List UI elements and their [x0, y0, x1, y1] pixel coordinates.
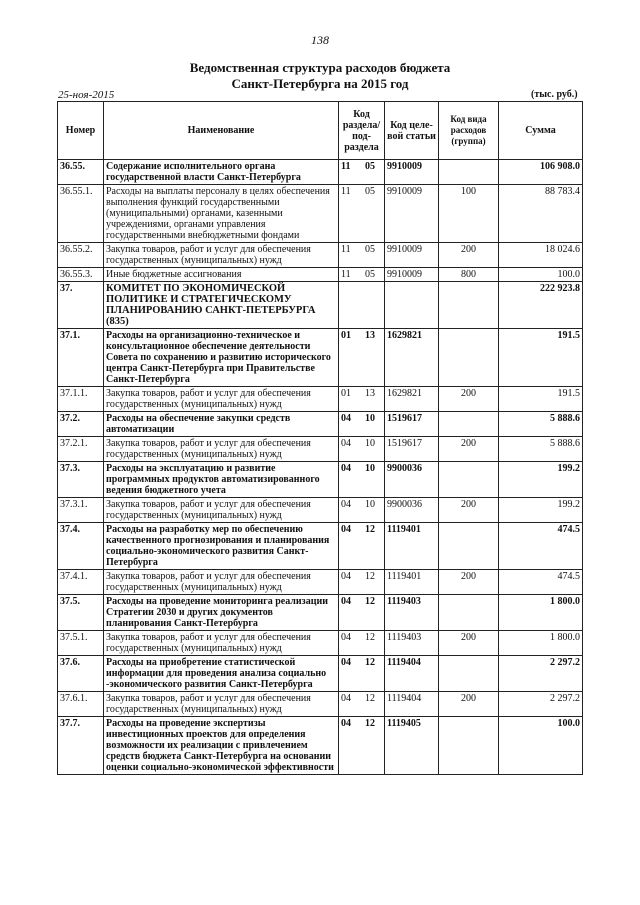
row-name: Закупка товаров, работ и услуг для обеспечения государственных (муниципальных) нужд — [104, 243, 339, 268]
row-article-code: 9910009 — [385, 160, 439, 185]
row-sum: 2 297.2 — [499, 692, 583, 717]
section-code: 04 — [341, 571, 351, 582]
subsection-code: 12 — [365, 571, 375, 582]
row-expense-type — [439, 595, 499, 631]
row-name: Расходы на разработку мер по обеспечению качественного прогнозирования и планирования социально-экономического развития Санкт-Петербурга — [104, 523, 339, 570]
table-row — [58, 243, 583, 268]
row-article-code: 1119401 — [385, 523, 439, 570]
row-section-code — [339, 412, 385, 437]
header-name: Наименование — [104, 102, 339, 160]
table-row — [58, 717, 583, 775]
section-code: 11 — [341, 269, 351, 280]
subsection-code: 10 — [365, 438, 375, 449]
section-code: 11 — [341, 161, 351, 172]
subsection-code: 12 — [365, 718, 375, 729]
title-line-1: Ведомственная структура расходов бюджета — [189, 60, 451, 75]
row-section-code — [339, 268, 385, 282]
row-number: 37.1.1. — [58, 387, 104, 412]
table-row — [58, 523, 583, 570]
row-sum: 222 923.8 — [499, 282, 583, 329]
row-article-code: 9910009 — [385, 243, 439, 268]
page-number: 138 — [311, 33, 329, 47]
row-section-code — [339, 595, 385, 631]
row-expense-type — [439, 656, 499, 692]
row-expense-type: 200 — [439, 570, 499, 595]
row-name: Расходы на проведение мониторинга реализации Стратегии 2030 и других документов планирования Санкт-Петербурга — [104, 595, 339, 631]
row-section-code — [339, 631, 385, 656]
row-article-code: 9900036 — [385, 462, 439, 498]
row-name: Закупка товаров, работ и услуг для обеспечения государственных (муниципальных) нужд — [104, 437, 339, 462]
row-number: 37.2. — [58, 412, 104, 437]
row-sum: 199.2 — [499, 462, 583, 498]
row-expense-type: 200 — [439, 631, 499, 656]
section-code: 04 — [341, 463, 351, 474]
subsection-code: 10 — [365, 413, 375, 424]
row-article-code — [385, 282, 439, 329]
row-section-code — [339, 437, 385, 462]
row-number: 36.55.3. — [58, 268, 104, 282]
units-label: (тыс. руб.) — [531, 89, 578, 100]
row-name: Закупка товаров, работ и услуг для обеспечения государственных (муниципальных) нужд — [104, 387, 339, 412]
subsection-code: 05 — [365, 269, 375, 280]
row-expense-type — [439, 523, 499, 570]
table-row — [58, 185, 583, 243]
section-code: 04 — [341, 657, 351, 668]
row-article-code: 9900036 — [385, 498, 439, 523]
row-expense-type: 800 — [439, 268, 499, 282]
row-name: Расходы на эксплуатацию и развитие программных продуктов автоматизированного ведения бюджетного учета — [104, 462, 339, 498]
row-number: 37. — [58, 282, 104, 329]
section-code: 04 — [341, 693, 351, 704]
title-line-2: Санкт-Петербурга на 2015 год — [231, 76, 409, 91]
row-number: 37.6. — [58, 656, 104, 692]
row-sum: 106 908.0 — [499, 160, 583, 185]
row-article-code: 1119404 — [385, 656, 439, 692]
row-sum: 2 297.2 — [499, 656, 583, 692]
row-sum: 474.5 — [499, 570, 583, 595]
table-row — [58, 692, 583, 717]
subsection-code: 12 — [365, 632, 375, 643]
row-expense-type — [439, 160, 499, 185]
section-code: 01 — [341, 330, 351, 341]
row-sum: 5 888.6 — [499, 437, 583, 462]
row-section-code — [339, 185, 385, 243]
row-sum: 199.2 — [499, 498, 583, 523]
budget-table — [57, 101, 583, 775]
table-row — [58, 462, 583, 498]
row-section-code — [339, 656, 385, 692]
header-article: Код целе-вой статьи — [385, 102, 439, 160]
row-sum: 100.0 — [499, 717, 583, 775]
table-row — [58, 387, 583, 412]
table-row — [58, 437, 583, 462]
row-article-code: 1519617 — [385, 437, 439, 462]
table-row — [58, 329, 583, 387]
subsection-code: 05 — [365, 161, 375, 172]
header-expense-type: Код вида расходов (группа) — [439, 102, 499, 160]
row-article-code: 1119401 — [385, 570, 439, 595]
row-expense-type — [439, 717, 499, 775]
row-sum: 5 888.6 — [499, 412, 583, 437]
row-sum: 474.5 — [499, 523, 583, 570]
section-code: 01 — [341, 388, 351, 399]
row-name: Закупка товаров, работ и услуг для обеспечения государственных (муниципальных) нужд — [104, 692, 339, 717]
row-name: КОМИТЕТ ПО ЭКОНОМИЧЕСКОЙ ПОЛИТИКЕ И СТРАТЕГИЧЕСКОМУ ПЛАНИРОВАНИЮ САНКТ-ПЕТЕРБУРГА (835) — [104, 282, 339, 329]
row-sum: 100.0 — [499, 268, 583, 282]
row-article-code: 1629821 — [385, 387, 439, 412]
header-sum: Сумма — [499, 102, 583, 160]
row-section-code — [339, 387, 385, 412]
row-name: Закупка товаров, работ и услуг для обеспечения государственных (муниципальных) нужд — [104, 498, 339, 523]
row-section-code — [339, 570, 385, 595]
row-section-code — [339, 329, 385, 387]
table-row — [58, 631, 583, 656]
section-code: 11 — [341, 244, 351, 255]
row-expense-type — [439, 282, 499, 329]
subsection-code: 13 — [365, 388, 375, 399]
row-section-code — [339, 692, 385, 717]
section-code: 04 — [341, 524, 351, 535]
table-header-row — [58, 102, 583, 160]
row-section-code — [339, 523, 385, 570]
row-article-code: 9910009 — [385, 185, 439, 243]
row-expense-type — [439, 462, 499, 498]
subsection-code: 05 — [365, 244, 375, 255]
table-row — [58, 412, 583, 437]
row-name: Иные бюджетные ассигнования — [104, 268, 339, 282]
row-number: 37.2.1. — [58, 437, 104, 462]
subsection-code: 10 — [365, 499, 375, 510]
row-article-code: 9910009 — [385, 268, 439, 282]
row-expense-type — [439, 412, 499, 437]
row-section-code — [339, 160, 385, 185]
subsection-code: 12 — [365, 596, 375, 607]
row-name: Содержание исполнительного органа государственной власти Санкт-Петербурга — [104, 160, 339, 185]
subsection-code: 12 — [365, 657, 375, 668]
row-expense-type: 200 — [439, 498, 499, 523]
row-expense-type: 200 — [439, 243, 499, 268]
row-name: Расходы на обеспечение закупки средств автоматизации — [104, 412, 339, 437]
row-section-code — [339, 717, 385, 775]
row-number: 37.3.1. — [58, 498, 104, 523]
row-sum: 88 783.4 — [499, 185, 583, 243]
row-sum: 1 800.0 — [499, 595, 583, 631]
row-expense-type: 200 — [439, 387, 499, 412]
section-code: 11 — [341, 186, 351, 197]
row-article-code: 1629821 — [385, 329, 439, 387]
document-date: 25-ноя-2015 — [58, 89, 115, 101]
table-row — [58, 570, 583, 595]
document-title — [0, 60, 640, 92]
subsection-code: 12 — [365, 524, 375, 535]
row-expense-type: 200 — [439, 437, 499, 462]
row-name: Расходы на приобретение статистической информации для проведения анализа социально -экономического развития Санкт-Петербурга — [104, 656, 339, 692]
row-number: 36.55.1. — [58, 185, 104, 243]
row-section-code — [339, 282, 385, 329]
section-code: 04 — [341, 438, 351, 449]
row-number: 37.5. — [58, 595, 104, 631]
subsection-code: 12 — [365, 693, 375, 704]
subsection-code: 05 — [365, 186, 375, 197]
subsection-code: 10 — [365, 463, 375, 474]
row-number: 37.3. — [58, 462, 104, 498]
row-name: Закупка товаров, работ и услуг для обеспечения государственных (муниципальных) нужд — [104, 631, 339, 656]
row-expense-type: 200 — [439, 692, 499, 717]
row-number: 37.5.1. — [58, 631, 104, 656]
row-number: 37.6.1. — [58, 692, 104, 717]
section-code: 04 — [341, 718, 351, 729]
header-num: Номер — [58, 102, 104, 160]
table-row — [58, 595, 583, 631]
row-sum: 18 024.6 — [499, 243, 583, 268]
row-number: 37.7. — [58, 717, 104, 775]
row-sum: 1 800.0 — [499, 631, 583, 656]
row-sum: 191.5 — [499, 329, 583, 387]
row-name: Расходы на проведение экспертизы инвестиционных проектов для определения возможности их реализации с привлечением средств бюджета Санкт-Петербурга на основании оценки социально-экономической эффективности — [104, 717, 339, 775]
row-number: 37.1. — [58, 329, 104, 387]
row-number: 37.4.1. — [58, 570, 104, 595]
section-code: 04 — [341, 632, 351, 643]
row-number: 37.4. — [58, 523, 104, 570]
section-code: 04 — [341, 413, 351, 424]
row-expense-type: 100 — [439, 185, 499, 243]
row-expense-type — [439, 329, 499, 387]
row-number: 36.55.2. — [58, 243, 104, 268]
row-name: Закупка товаров, работ и услуг для обеспечения государственных (муниципальных) нужд — [104, 570, 339, 595]
section-code: 04 — [341, 499, 351, 510]
row-article-code: 1119404 — [385, 692, 439, 717]
table-row — [58, 160, 583, 185]
table-row — [58, 656, 583, 692]
row-section-code — [339, 243, 385, 268]
row-name: Расходы на организационно-техническое и консультационное обеспечение деятельности Совета по сохранению и развитию исторического центра Санкт-Петербурга при Правительстве Санкт-Петербурга — [104, 329, 339, 387]
row-section-code — [339, 498, 385, 523]
row-article-code: 1119405 — [385, 717, 439, 775]
row-article-code: 1119403 — [385, 631, 439, 656]
row-section-code — [339, 462, 385, 498]
table-row — [58, 268, 583, 282]
row-sum: 191.5 — [499, 387, 583, 412]
row-number: 36.55. — [58, 160, 104, 185]
row-article-code: 1519617 — [385, 412, 439, 437]
header-section: Код раздела/ под-раздела — [339, 102, 385, 160]
row-article-code: 1119403 — [385, 595, 439, 631]
subsection-code: 13 — [365, 330, 375, 341]
section-code: 04 — [341, 596, 351, 607]
table-row — [58, 498, 583, 523]
table-row — [58, 282, 583, 329]
row-name: Расходы на выплаты персоналу в целях обеспечения выполнения функций государственными (муниципальными) органами, казенными учреждениями, органами управления государственными внебюджетными фондами — [104, 185, 339, 243]
